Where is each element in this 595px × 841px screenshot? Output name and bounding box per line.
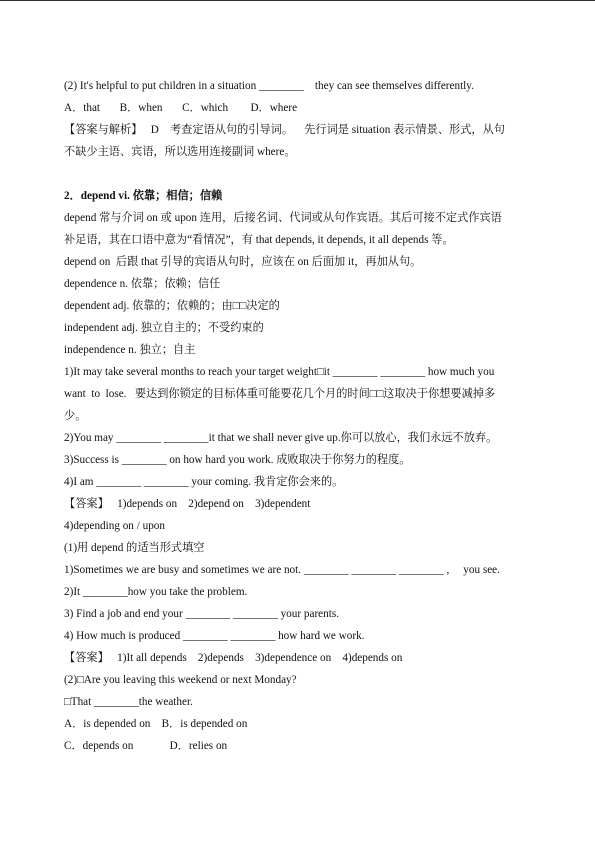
- exercise-3: 3)Success is ________ on how hard you work. 成败取决于你努力的程度。: [64, 454, 411, 466]
- dialogue-options-ab: A．is depended on B．is depended on: [64, 718, 248, 730]
- answer-set-2: 【答案】 1)It all depends 2)depends 3)dependence on 4)depends on: [64, 652, 403, 664]
- fill-in-3: 3) Find a job and end your ________ ________ your parents.: [64, 608, 339, 620]
- exercise-1-line-1: 1)It may take several months to reach your target weight□it ________ ________ how much you: [64, 366, 495, 378]
- usage-note-line-2: 补足语，其在口语中意为“看情况”，有 that depends, it depends, it all depends 等。: [64, 234, 454, 246]
- answer-explanation-line-1: 【答案与解析】 D 考查定语从句的引导词。 先行词是 situation 表示情景、形式，从句: [64, 124, 505, 136]
- exercise-1-line-2: want to lose. 要达到你锁定的目标体重可能要花几个月的时间□□这取决于你想要减掉多: [64, 388, 496, 400]
- question-2-options: A．that B．when C．which D．where: [64, 102, 298, 114]
- word-independence: independence n. 独立；自主: [64, 344, 196, 356]
- usage-note-line-1: depend 常与介词 on 或 upon 连用，后接名词、代词或从句作宾语。其后可接不定式作宾语: [64, 212, 502, 224]
- word-independent: independent adj. 独立自主的；不受约束的: [64, 322, 264, 334]
- page-top-border: [0, 0, 595, 1]
- word-dependence: dependence n. 依靠；依赖；信任: [64, 278, 221, 290]
- usage-note-line-3: depend on 后跟 that 引导的宾语从句时，应该在 on 后面加 it，再加从句。: [64, 256, 422, 268]
- fill-in-1: 1)Sometimes we are busy and sometimes we are not. ________ ________ ________ , you see.: [64, 564, 500, 576]
- dialogue-question: (2)□Are you leaving this weekend or next Monday?: [64, 674, 297, 686]
- exercise-4: 4)I am ________ ________ your coming. 我肯定你会来的。: [64, 476, 344, 488]
- dialogue-options-cd: C．depends on D．relies on: [64, 740, 228, 752]
- section-heading-depend: 2．depend vi. 依靠；相信；信赖: [64, 190, 223, 202]
- fill-in-2: 2)It ________how you take the problem.: [64, 586, 248, 598]
- answer-set-1-line-1: 【答案】 1)depends on 2)depend on 3)dependent: [64, 498, 311, 510]
- answer-explanation-line-2: 不缺少主语、宾语，所以选用连接副词 where。: [64, 146, 296, 158]
- answer-set-1-line-2: 4)depending on / upon: [64, 520, 165, 532]
- question-2-stem: (2) It's helpful to put children in a situation ________ they can see themselves differently.: [64, 80, 474, 92]
- exercise-2: 2)You may ________ ________it that we shall never give up.你可以放心，我们永远不放弃。: [64, 432, 498, 444]
- word-dependent: dependent adj. 依靠的；依赖的；由□□决定的: [64, 300, 280, 312]
- fill-in-heading: (1)用 depend 的适当形式填空: [64, 542, 205, 554]
- dialogue-response: □That ________the weather.: [64, 696, 193, 708]
- fill-in-4: 4) How much is produced ________ ________ how hard we work.: [64, 630, 365, 642]
- exercise-1-line-3: 少。: [64, 410, 87, 422]
